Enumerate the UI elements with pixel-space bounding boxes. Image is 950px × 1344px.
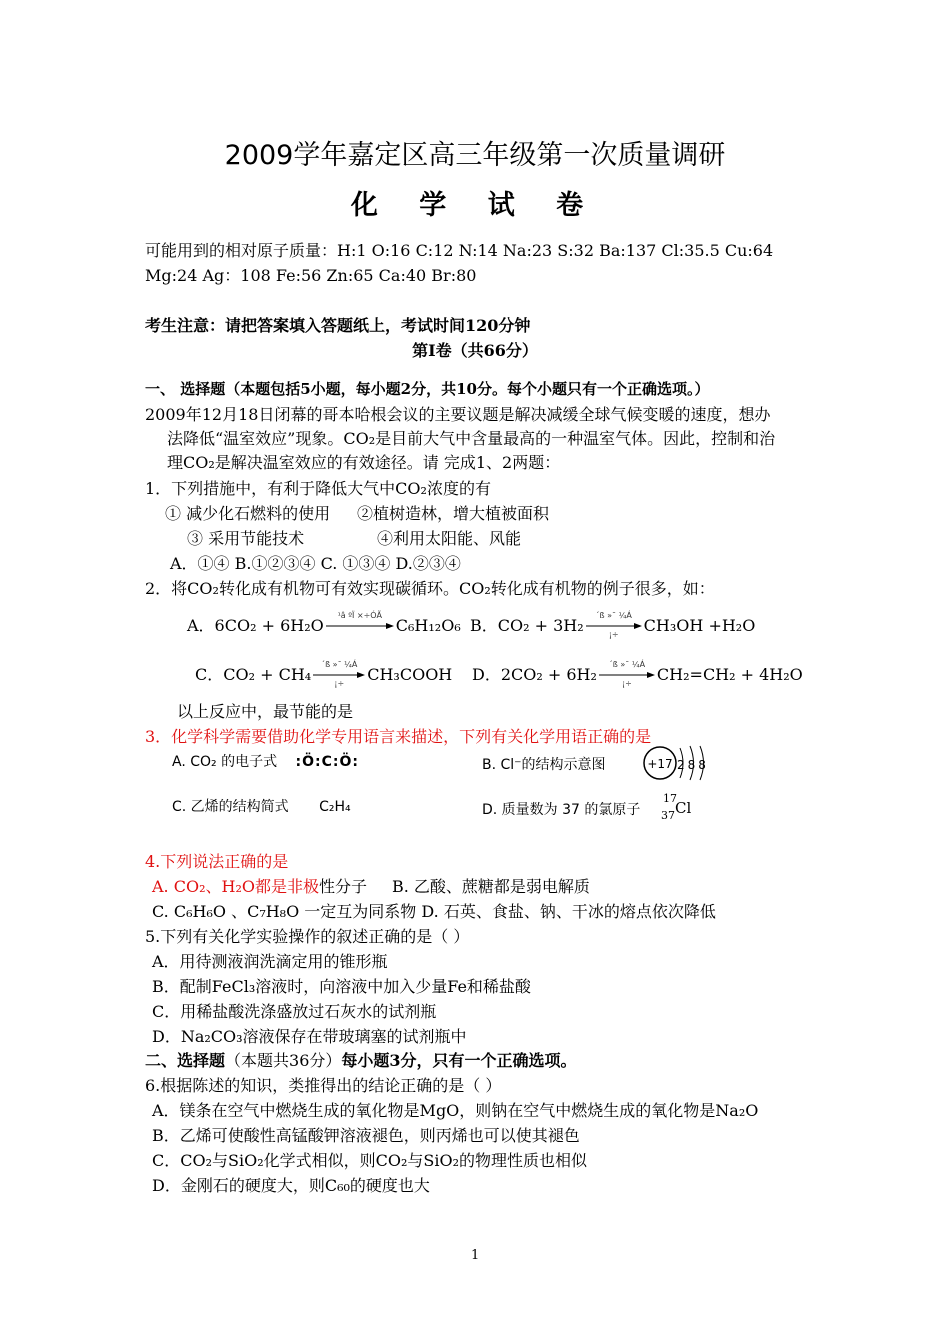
q6-option-b: B．乙烯可使酸性高锰酸钾溶液褪色，则丙烯也可以使其褪色 [152, 1126, 580, 1145]
q1-option3: ③ 采用节能技术 [187, 529, 305, 548]
section1-header: 一、 选择题（本题包括5小题，每小题2分，共10分。每个小题只有一个正确选项。） [145, 380, 710, 398]
reaction-condition-below: ¡÷ [334, 678, 345, 688]
exam-subtitle: 化 学 试 卷 [350, 190, 600, 221]
q4-option-a [152, 874, 367, 899]
reaction-b-products: CH₃OH +H₂O [643, 616, 756, 635]
arrow-icon [326, 621, 394, 631]
q6-option-c: C．CO₂与SiO₂化学式相似，则CO₂与SiO₂的物理性质也相似 [152, 1151, 588, 1170]
q6-option-a: A．镁条在空气中燃烧生成的氧化物是MgO，则钠在空气中燃烧生成的氧化物是Na₂O [152, 1101, 759, 1120]
chloride-structure-diagram [640, 742, 710, 784]
atomic-masses-line2: Mg:24 Ag：108 Fe:56 Zn:65 Ca:40 Br:80 [145, 266, 477, 285]
part-one-heading: 第I卷（共66分） [412, 341, 538, 360]
q1-option1: ① 减少化石燃料的使用 [165, 504, 331, 523]
q4-stem: 4.下列说法正确的是 [145, 852, 289, 871]
section2-title: 二、选择题 [145, 1051, 226, 1070]
q2-stem: 2．将CO₂转化成有机物可有效实现碳循环。CO₂转化成有机物的例子很多，如： [145, 579, 715, 598]
q4-options-cd: C. C₆H₆O 、C₇H₈O 一定互为同系物 D. 石英、食盐、钠、干冰的熔点依次降低 [152, 902, 716, 921]
reaction-condition: ´ß »¯ ¼Á [595, 610, 632, 620]
q5-option-b: B．配制FeCl₃溶液时，向溶液中加入少量Fe和稀盐酸 [152, 977, 531, 996]
q3-stem: 3．化学科学需要借助化学专用语言来描述，下列有关化学用语正确的是 [145, 727, 652, 746]
electron-shells: 288 [677, 758, 709, 772]
intro-line1: 2009年12月18日闭幕的哥本哈根会议的主要议题是解决减缓全球气候变暖的速度，想办 [145, 405, 771, 424]
q6-stem: 6.根据陈述的知识，类推得出的结论正确的是（ ） [145, 1076, 502, 1095]
q3-option-a [172, 751, 359, 771]
reaction-condition: ´ß »¯ ¼Á [321, 659, 358, 669]
nucleus-charge: +17 [647, 757, 673, 771]
q2-reaction-c [195, 659, 453, 688]
atomic-masses-line1: 可能用到的相对原子质量：H:1 O:16 C:12 N:14 Na:23 S:32 Ba:137 Cl:35.5 Cu:64 [145, 241, 774, 260]
reaction-arrow [313, 659, 365, 688]
q3-a-label: A. CO₂ 的电子式 [172, 754, 278, 770]
reaction-a-reactants: A．6CO₂ + 6H₂O [187, 616, 324, 635]
q3-option-b: B. Cl⁻的结构示意图 [482, 757, 606, 773]
reaction-d-products: CH₂=CH₂ + 4H₂O [656, 665, 803, 684]
reaction-b-reactants: B．CO₂ + 3H₂ [470, 616, 584, 635]
q2-reaction-b [470, 610, 756, 639]
q1-option4: ④利用太阳能、风能 [377, 529, 522, 548]
reaction-arrow [586, 610, 642, 639]
q2-reaction-d [472, 659, 803, 688]
page-number: 1 [471, 1248, 480, 1263]
q1-choices: A．①④ B.①②③④ C. ①③④ D.②③④ [170, 554, 461, 573]
isotope-mass-top: 17 [663, 792, 677, 805]
reaction-c-reactants: C．CO₂ + CH₄ [195, 665, 312, 684]
isotope-mass-bottom: 37 [661, 809, 675, 822]
intro-line3: 理CO₂是解决温室效应的有效途径。请 完成1、2两题： [167, 453, 561, 472]
section2-header [145, 1048, 577, 1073]
q5-option-d: D．Na₂CO₃溶液保存在带玻璃塞的试剂瓶中 [152, 1027, 467, 1046]
q4-a-red: A. CO₂、H₂O都是非极 [152, 877, 319, 896]
reaction-arrow [326, 610, 394, 637]
q6-option-d: D．金刚石的硬度大，则C₆₀的硬度也大 [152, 1176, 430, 1195]
chlorine-symbol: Cl [675, 799, 692, 817]
q4-option-b: B. 乙酸、蔗糖都是弱电解质 [392, 877, 590, 896]
q5-option-c: C．用稀盐酸洗涤盛放过石灰水的试剂瓶 [152, 1002, 437, 1021]
q5-option-a: A．用待测液润洗滴定用的锥形瓶 [152, 952, 388, 971]
reaction-condition: ¹â ºÏ ×÷ÓÃ [337, 610, 382, 620]
q2-question: 以上反应中，最节能的是 [177, 702, 354, 721]
q5-stem: 5.下列有关化学实验操作的叙述正确的是（ ） [145, 927, 470, 946]
q2-reaction-a [187, 610, 461, 638]
section2-rule: 每小题3分，只有一个正确选项。 [341, 1051, 577, 1070]
reaction-d-reactants: D．2CO₂ + 6H₂ [472, 665, 597, 684]
q4-a-black: 性分子 [319, 877, 368, 896]
q1-option2: ②植树造林，增大植被面积 [357, 504, 550, 523]
exam-title: 2009学年嘉定区高三年级第一次质量调研 [224, 140, 726, 171]
q3-option-d: D. 质量数为 37 的氯原子 [482, 802, 641, 818]
q1-stem: 1．下列措施中，有利于降低大气中CO₂浓度的有 [145, 479, 491, 498]
reaction-c-products: CH₃COOH [367, 665, 453, 684]
q3-option-c [172, 796, 351, 816]
reaction-condition-below: ¡÷ [621, 678, 632, 688]
reaction-a-products: C₆H₁₂O₆ [395, 616, 461, 635]
reaction-condition: ´ß »¯ ¼Á [608, 659, 646, 669]
section2-points: （本题共36分） [225, 1051, 342, 1070]
ethylene-formula: C₂H₄ [319, 799, 351, 815]
reaction-arrow [599, 659, 655, 688]
reaction-condition-below: ¡÷ [608, 629, 619, 639]
co2-electron-formula: :Ö:C:Ö: [295, 754, 360, 770]
q3-c-label: C. 乙烯的结构简式 [172, 799, 289, 815]
intro-line2: 法降低“温室效应”现象。CO₂是目前大气中含量最高的一种温室气体。因此，控制和治 [167, 429, 776, 448]
exam-notice: 考生注意：请把答案填入答题纸上，考试时间120分钟 [145, 316, 531, 335]
